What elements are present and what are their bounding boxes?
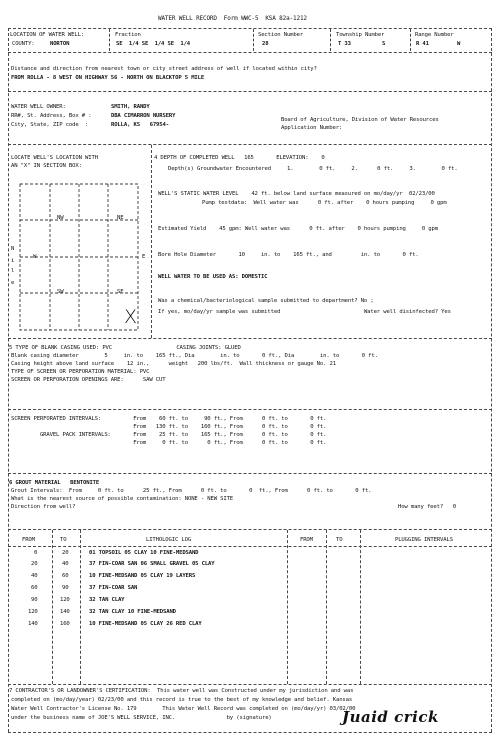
log-row-to: 20 <box>62 550 69 556</box>
direction-label: Direction from well? <box>11 504 76 510</box>
plug-from-header: FROM <box>300 537 313 543</box>
address-label: RR#, St. Address, Box # : <box>11 113 92 119</box>
location-label: LOCATION OF WATER WELL: <box>10 32 85 38</box>
screen-interval-2: From 130 ft. to 160 ft., From 0 ft. to 0 ft. <box>11 424 327 430</box>
divider <box>8 409 492 410</box>
city-value: ROLLA, KS 67954- <box>111 122 169 128</box>
divider <box>80 530 81 684</box>
distance-label: Distance and direction from nearest town or city street address of well if located within city? <box>11 66 317 72</box>
well-location-mark: X <box>124 306 137 328</box>
cert-line-2: completed on (mo/day/year) 02/23/00 and this record is true to the best of my knowledge and belief. Kansas <box>11 697 353 703</box>
log-row-desc: 10 FINE-MEDSAND 05 CLAY 26 RED CLAY <box>89 621 202 627</box>
gravel-interval-2: From 0 ft. to 0 ft., From 0 ft. to 0 ft. <box>11 440 327 446</box>
use-line: WELL WATER TO BE USED AS: DOMESTIC <box>158 274 268 280</box>
right-border <box>491 28 492 732</box>
groundwater-line: Depth(s) Groundwater Encountered 1. 0 ft. 2. 0 ft. 3. 0 ft. <box>168 166 458 172</box>
log-row-to: 90 <box>62 585 69 591</box>
divider <box>8 732 492 733</box>
divider <box>8 338 492 339</box>
divider <box>326 530 327 684</box>
compass-s: e <box>11 280 15 286</box>
compass-n: N <box>11 246 15 252</box>
quadrant-nw: NW <box>57 215 64 221</box>
compass-l: l <box>11 268 15 274</box>
board-text: Board of Agriculture, Division of Water Resources <box>281 117 439 123</box>
range-w: W <box>457 41 461 47</box>
divider <box>52 530 53 684</box>
log-row-to: 60 <box>62 573 69 579</box>
bore-line: Bore Hole Diameter 10 in. to 165 ft., and in. to 0 ft. <box>158 252 419 258</box>
range-label: Range Number <box>415 32 454 38</box>
chemical-line: Was a chemical/bacteriological sample submitted to department? No ; <box>158 298 374 304</box>
contamination-line: What is the nearest source of possible contamination: NONE - NEW SITE <box>11 496 234 502</box>
log-row-from: 120 <box>28 609 38 615</box>
form-title: WATER WELL RECORD Form WWC-5 KSA 82a-1212 <box>158 15 307 22</box>
divider <box>8 684 492 685</box>
screen-openings-line: SCREEN OR PERFORATION OPENINGS ARE: SAW CUT <box>11 377 166 383</box>
log-row-desc: 32 TAN CLAY 10 FINE-MEDSAND <box>89 609 176 615</box>
cert-line-1: 7 CONTRACTOR'S OR LANDOWNER'S CERTIFICATION: This water well was Constructed under my jurisdiction and was <box>9 688 354 694</box>
divider <box>8 473 492 474</box>
log-row-from: 20 <box>31 561 38 567</box>
owner-label: WATER WELL OWNER: <box>11 104 66 110</box>
log-row-from: 0 <box>34 550 38 556</box>
divider <box>287 530 288 684</box>
log-row-desc: 32 TAN CLAY <box>89 597 125 603</box>
county-label: COUNTY: <box>12 41 35 47</box>
screen-material-line: TYPE OF SCREEN OR PERFORATION MATERIAL: PVC <box>11 369 150 375</box>
log-row-to: 140 <box>60 609 70 615</box>
distance-value: FROM ROLLA - 8 WEST ON HIGHWAY 56 - NORTH ON BLACKTOP 5 MILE <box>11 75 205 81</box>
log-row-from: 40 <box>31 573 38 579</box>
locate-subtitle: AN "X" IN SECTION BOX: <box>11 163 82 169</box>
log-row-to: 120 <box>60 597 70 603</box>
log-row-to: 40 <box>62 561 69 567</box>
yield-line: Estimated Yield 45 gpm: Well water was 0 ft. after 0 hours pumping 0 gpm <box>158 226 438 232</box>
casing-height-line: Casing height above land surface 12 in., weight 200 lbs/ft. Wall thickness or gauge No. 21 <box>11 361 336 367</box>
application-number-label: Application Number: <box>281 125 343 131</box>
compass-e: E <box>142 254 146 260</box>
fraction-label: Fraction <box>115 32 141 38</box>
log-from-header: FROM <box>22 537 35 543</box>
address-value: DBA CIMARRON NURSERY <box>111 113 176 119</box>
casing-diameter-line: Blank casing diameter 5 in. to 165 ft., Dia in. to 0 ft., Dia in. to 0 ft. <box>11 353 378 359</box>
section-value: 28 <box>262 41 269 47</box>
cert-line-3: Water Well Contractor's License No. 179 This Water Well Record was completed on (mo/day/yr) 03/02/00 <box>11 706 356 712</box>
grout-intervals-line: Grout Intervals: From 0 ft. to 25 ft., From 0 ft. to 0 ft., From 0 ft. to 0 ft. <box>11 488 372 494</box>
log-lithology-header: LITHOLOGIC LOG <box>146 537 192 543</box>
log-to-header: TO <box>60 537 67 543</box>
compass-i: i <box>11 258 15 264</box>
log-row-from: 60 <box>31 585 38 591</box>
log-row-desc: 37 FIN-COAR SAN 06 SMALL GRAVEL 05 CLAY <box>89 561 215 567</box>
depth-line: 4 DEPTH OF COMPLETED WELL 165 ELEVATION: 0 <box>154 155 325 161</box>
township-s: S <box>382 41 386 47</box>
plug-to-header: TO <box>336 537 343 543</box>
screen-interval-1: SCREEN PERFORATED INTERVALS: From 60 ft. to 90 ft., From 0 ft. to 0 ft. <box>11 416 327 422</box>
log-row-desc: 01 TOPSOIL 05 CLAY 10 FINE-MEDSAND <box>89 550 199 556</box>
city-label: City, State, ZIP code : <box>11 122 89 128</box>
pump-test-line: Pump testdata: Well water was 0 ft. after 0 hours pumping 0 gpm <box>202 200 447 206</box>
distance-feet: How many feet? 0 <box>398 504 456 510</box>
township-t: T 33 <box>338 41 351 47</box>
disinfected-line: If yes, mo/day/yr sample was submitted Water well disinfected? Yes <box>158 309 451 315</box>
owner-name: SMITH, RANDY <box>111 104 150 110</box>
divider <box>360 530 361 684</box>
compass-w: W <box>33 254 37 260</box>
quadrant-se: SE <box>117 289 124 295</box>
static-level-line: WELL'S STATIC WATER LEVEL 42 ft. below land surface measured on mo/day/yr 02/23/00 <box>158 191 435 197</box>
fraction-value: SE 1/4 SE 1/4 SE 1/4 <box>116 41 191 47</box>
range-r: R 41 <box>416 41 429 47</box>
log-row-from: 140 <box>28 621 38 627</box>
log-row-from: 90 <box>31 597 38 603</box>
log-row-to: 160 <box>60 621 70 627</box>
county-value: NORTON <box>50 41 70 47</box>
left-border <box>8 28 9 732</box>
township-label: Township Number <box>336 32 385 38</box>
log-row-desc: 10 FINE-MEDSAND 05 CLAY 19 LAYERS <box>89 573 196 579</box>
section-label: Section Number <box>258 32 304 38</box>
log-row-desc: 37 FIN-COAR SAN <box>89 585 138 591</box>
quadrant-ne: NE <box>117 215 124 221</box>
gravel-interval-1: GRAVEL PACK INTERVALS: From 25 ft. to 165 ft., From 0 ft. to 0 ft. <box>11 432 327 438</box>
signature: Juaid crick <box>342 708 439 726</box>
plug-intervals-header: PLUGGING INTERVALS <box>395 537 453 543</box>
cert-line-4: under the business name of JOE'S WELL SERVICE, INC. by (signature) <box>11 715 272 721</box>
quadrant-sw: SW <box>57 289 64 295</box>
locate-title: LOCATE WELL'S LOCATION WITH <box>11 155 98 161</box>
casing-type-line: 5 TYPE OF BLANK CASING USED: PVC CASING JOINTS: GLUED <box>9 345 241 351</box>
grout-material-line: 6 GROUT MATERIAL BENTONITE <box>9 480 100 486</box>
